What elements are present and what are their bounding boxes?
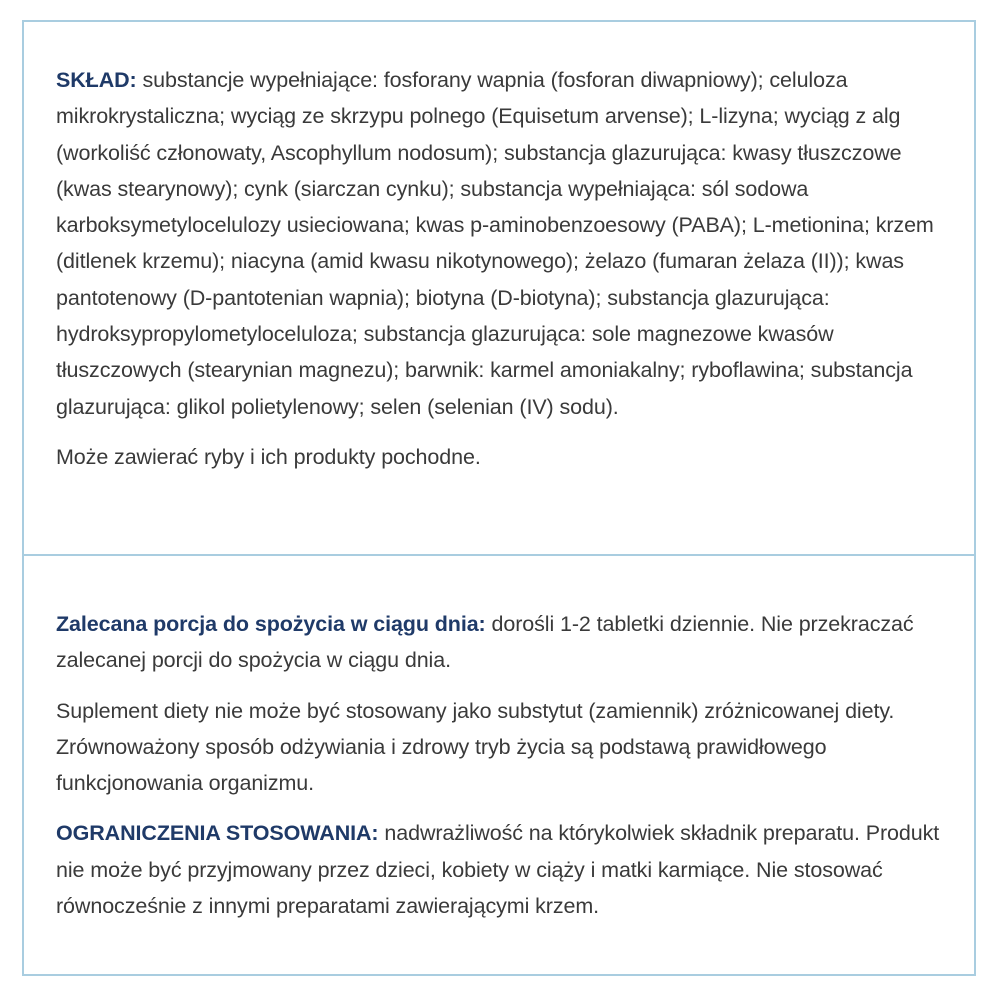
dosage-label: Zalecana porcja do spożycia w ciągu dnia: [56,612,486,636]
label-frame [22,20,976,976]
composition-paragraph [56,62,948,425]
usage-section [56,606,948,924]
restrictions-paragraph [56,815,948,924]
dosage-paragraph [56,606,948,679]
composition-section [56,62,948,475]
composition-label: SKŁAD: [56,68,137,92]
supplement-note: Suplement diety nie może być stosowany jako substytut (zamiennik) zróżnicowanej diety. Zrównoważony sposób odżywiania i zdrowy tryb życia są podstawą prawidłowego funkcjonowania organizmu. [56,698,895,796]
composition-text: substancje wypełniające: fosforany wapnia (fosforan diwapniowy); celuloza mikrokrystaliczna; wyciąg ze skrzypu polnego (Equisetum arvense); L-lizyna; wyciąg z alg (workoliść członowaty, Ascophyllum nodosum); substancja glazurująca: kwasy tłuszczowe (kwas stearynowy); cynk (siarczan cynku); substancja wypełniająca: sól sodowa karboksymetylocelulozy usieciowana; kwas p-aminobenzoesowy (PABA); L-metionina; krzem (ditlenek krzemu); niacyna (amid kwasu nikotynowego); żelazo (fumaran żelaza (II)); kwas pantotenowy (D-pantotenian wapnia); biotyna (D-biotyna); substancja glazurująca: hydroksypropylometyloceluloza; substancja glazurująca: sole magnezowe kwasów tłuszczowych (stearynian magnezu); barwnik: karmel amoniakalny; ryboflawina; substancja glazurująca: glikol polietylenowy; selen (selenian (IV) sodu). [56,68,934,419]
dosage-text: dorośli 1-2 tabletki dziennie. Nie przekraczać zalecanej porcji do spożycia w ciągu dnia. [56,612,914,673]
restrictions-label: OGRANICZENIA STOSOWANIA: [56,821,379,846]
allergen-note: Może zawierać ryby i ich produkty pochodne. [56,444,481,469]
restrictions-text: nadwrażliwość na którykolwiek składnik preparatu. Produkt nie może być przyjmowany przez dzieci, kobiety w ciąży i matki karmiące. Nie stosować równocześnie z innymi preparatami zawierającymi krzem. [56,821,940,919]
section-divider [24,554,974,556]
